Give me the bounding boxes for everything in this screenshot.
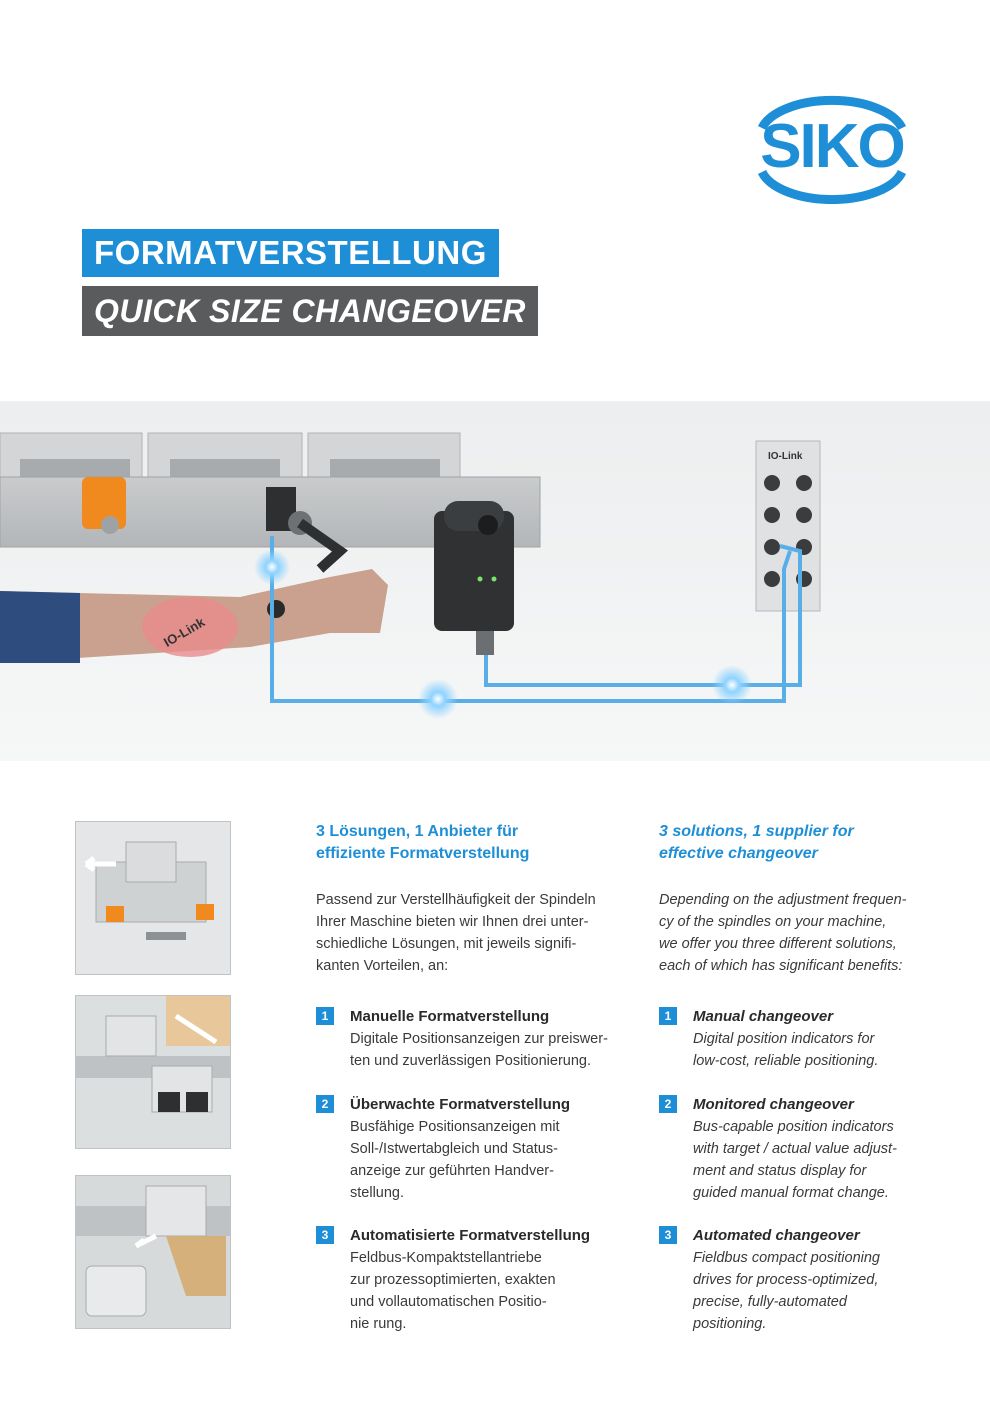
german-heading: 3 Lösungen, 1 Anbieter für effiziente Formatverstellung (316, 823, 530, 862)
number-badge: 3 (316, 1226, 334, 1244)
thumbnail-manual-changeover (75, 821, 231, 975)
hero-illustration (0, 401, 990, 761)
item-title: Monitored changeover (693, 1096, 854, 1113)
number-badge: 1 (316, 1007, 334, 1025)
thumbnail-monitored-changeover (75, 995, 231, 1149)
english-heading: 3 solutions, 1 supplier for effective changeover (659, 823, 854, 862)
item-title: Automatisierte Formatverstellung (350, 1227, 591, 1244)
io-link-module-label: IO-Link (768, 451, 803, 462)
number-badge: 3 (659, 1226, 677, 1244)
item-text: Busfähige Positionsanzeigen mit Soll-/Istwertabgleich und Status- anzeige zur geführten Handver- stellung. (350, 1119, 560, 1201)
english-column (659, 821, 929, 1332)
german-column (316, 821, 608, 1332)
german-intro: Passend zur Verstellhäufigkeit der Spindeln Ihrer Maschine bieten wir Ihnen drei unter- schiedliche Lösungen, mit jeweils signifi- kanten Vorteilen, an: (316, 892, 596, 974)
siko-logo (748, 94, 916, 204)
item-title: Manuelle Formatverstellung (350, 1008, 550, 1025)
item-text: Digital position indicators for low-cost, reliable positioning. (693, 1031, 879, 1069)
item-text: Feldbus-Kompaktstellantriebe zur prozessoptimierten, exakten und vollautomatischen Positio- nie rung. (350, 1250, 556, 1332)
english-intro: Depending on the adjustment frequen- cy of the spindles on your machine, we offer you three different solutions, each of which has significant benefits: (659, 892, 907, 974)
thumbnail-automated-changeover (75, 1175, 231, 1329)
number-badge: 2 (659, 1095, 677, 1113)
number-badge: 2 (316, 1095, 334, 1113)
logo-text: SIKO (760, 112, 904, 181)
title-english: QUICK SIZE CHANGEOVER (82, 286, 538, 336)
item-text: Digitale Positionsanzeigen zur preiswer- ten und zuverlässigen Positionierung. (350, 1031, 608, 1069)
item-title: Manual changeover (693, 1008, 834, 1025)
svg-text:IO-Link: IO-Link (161, 614, 208, 650)
title-german: FORMATVERSTELLUNG (82, 229, 499, 277)
item-title: Automated changeover (693, 1227, 860, 1244)
item-text: Fieldbus compact positioning drives for process-optimized, precise, fully-automated positioning. (693, 1250, 880, 1332)
item-text: Bus-capable position indicators with target / actual value adjust- ment and status display for guided manual format change. (693, 1119, 897, 1201)
item-title: Überwachte Formatverstellung (350, 1096, 571, 1113)
number-badge: 1 (659, 1007, 677, 1025)
